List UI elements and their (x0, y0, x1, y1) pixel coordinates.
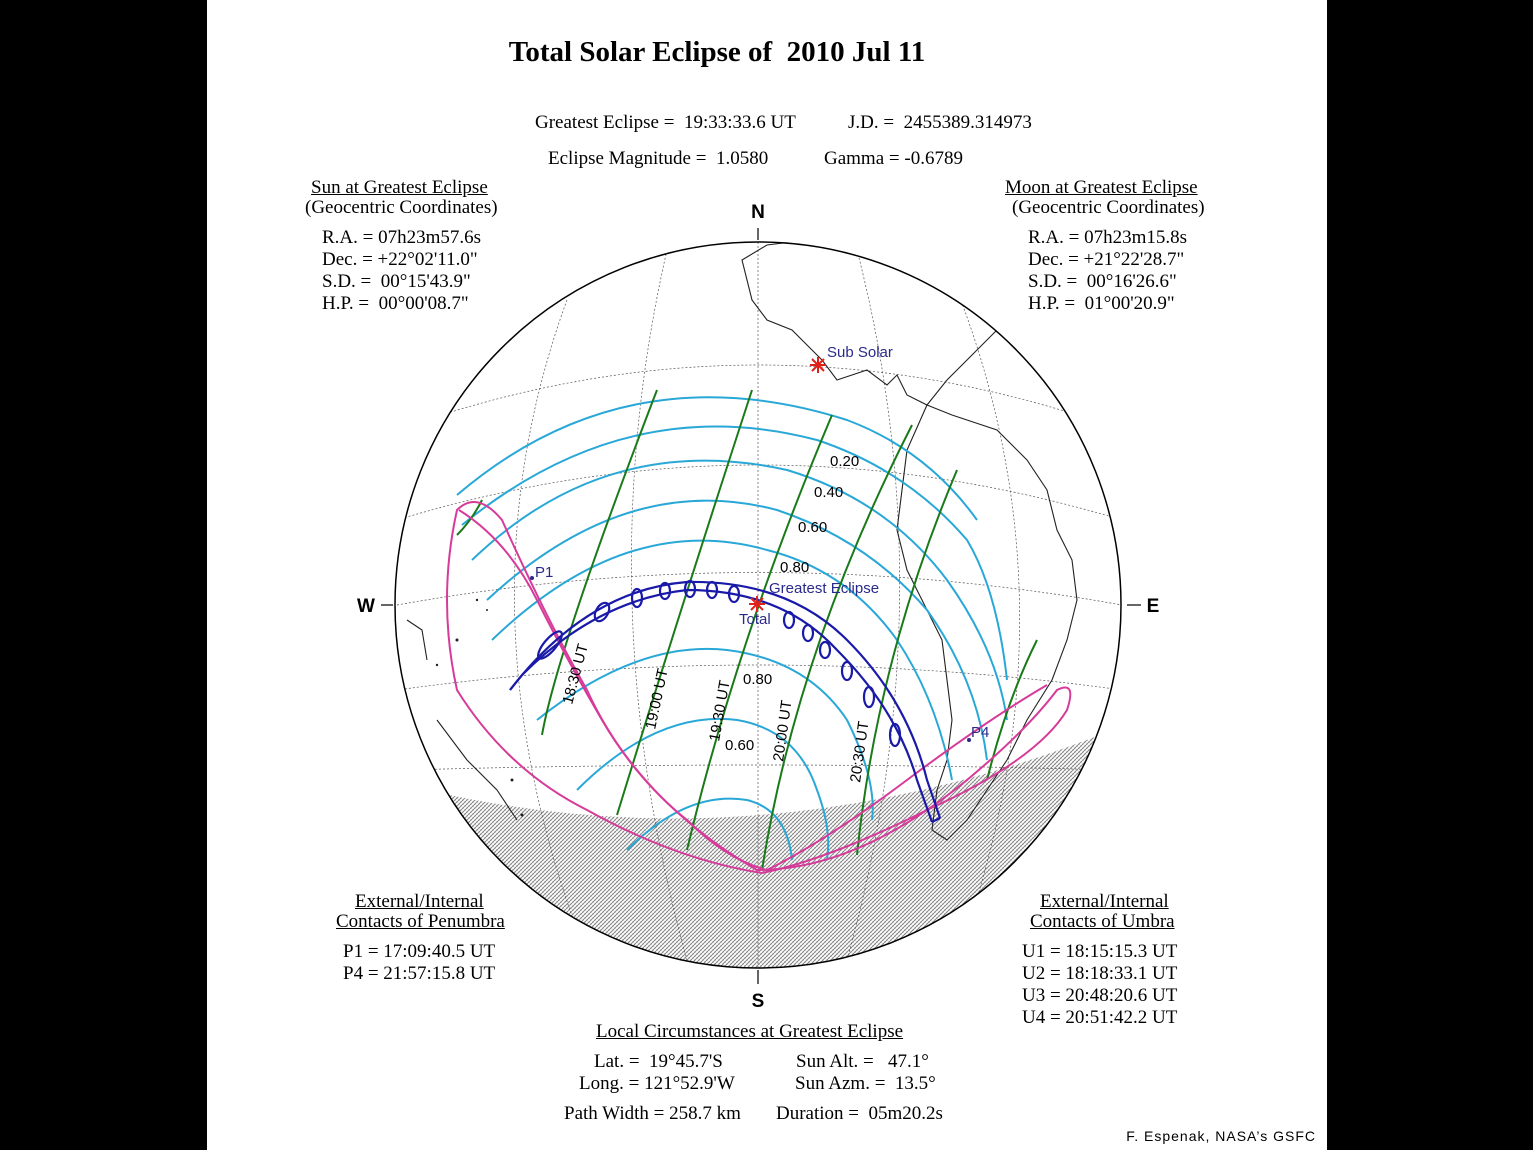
p1-label: P1 (535, 564, 554, 581)
greatest-eclipse-label: Greatest Eclipse (769, 580, 880, 597)
local-lat: Lat. = 19°45.7'S (594, 1051, 723, 1072)
compass-s: S (751, 991, 765, 1012)
local-heading: Local Circumstances at Greatest Eclipse (596, 1021, 904, 1042)
compass-w: W (357, 596, 375, 617)
time-label-1830: 18:30 UT (559, 642, 592, 707)
local-long: Long. = 121°52.9'W (579, 1073, 735, 1094)
mag-label-080: 0.80 (780, 559, 810, 576)
sub-solar-label: Sub Solar (827, 344, 893, 361)
umbra-u2: U2 = 18:18:33.1 UT (1022, 963, 1178, 984)
umbra-u4: U4 = 20:51:42.2 UT (1022, 1007, 1178, 1028)
penumbra-p1: P1 = 17:09:40.5 UT (343, 941, 496, 962)
moon-ra: R.A. = 07h23m15.8s (1028, 227, 1188, 248)
time-curve-1930 (687, 415, 832, 850)
p4-label: P4 (971, 724, 990, 741)
umbra-u3: U3 = 20:48:20.6 UT (1022, 985, 1178, 1006)
local-sun-azm: Sun Azm. = 13.5° (795, 1073, 936, 1094)
sub-solar-marker (810, 357, 826, 373)
total-label: Total (739, 611, 771, 628)
moon-sd: S.D. = 00°16'26.6" (1028, 271, 1177, 292)
credit-text: F. Espenak, NASA’s GSFC (1126, 1128, 1316, 1144)
julian-date: J.D. = 2455389.314973 (848, 112, 1032, 133)
time-label-2000: 20:00 UT (770, 699, 796, 763)
moon-dec: Dec. = +21°22'28.7" (1028, 249, 1185, 270)
local-path-width: Path Width = 258.7 km (564, 1103, 741, 1124)
time-labels (559, 642, 872, 784)
greatest-eclipse-marker (749, 596, 765, 612)
mag-label-020: 0.20 (830, 453, 860, 470)
umbra-heading-1: External/Internal (1040, 891, 1169, 912)
page-title: Total Solar Eclipse of 2010 Jul 11 (508, 36, 926, 68)
sun-dec: Dec. = +22°02'11.0" (322, 249, 478, 270)
mag-label-060: 0.60 (798, 519, 828, 536)
sun-ra: R.A. = 07h23m57.6s (322, 227, 482, 248)
greatest-eclipse-time: Greatest Eclipse = 19:33:33.6 UT (535, 112, 796, 133)
penumbra-heading-2: Contacts of Penumbra (336, 911, 505, 932)
time-label-1930: 19:30 UT (706, 678, 734, 743)
umbra-heading-2: Contacts of Umbra (1030, 911, 1175, 932)
mag-label-040: 0.40 (814, 484, 844, 501)
penumbra-p4: P4 = 21:57:15.8 UT (343, 963, 496, 984)
mag-label-lower-060: 0.60 (725, 737, 755, 754)
eclipse-panel (207, 0, 1327, 1150)
sun-hp: H.P. = 00°00'08.7" (322, 293, 469, 314)
moon-subheading: (Geocentric Coordinates) (1012, 197, 1205, 218)
gamma: Gamma = -0.6789 (824, 148, 963, 169)
eclipse-globe-map (207, 0, 1327, 1150)
penumbra-heading-1: External/Internal (355, 891, 484, 912)
mag-label-lower-080: 0.80 (743, 671, 773, 688)
compass-e: E (1146, 596, 1160, 617)
time-label-1900: 19:00 UT (642, 666, 672, 731)
compass-n: N (751, 202, 765, 223)
umbra-u1: U1 = 18:15:15.3 UT (1022, 941, 1178, 962)
sun-sd: S.D. = 00°15'43.9" (322, 271, 471, 292)
moon-heading: Moon at Greatest Eclipse (1005, 177, 1198, 198)
local-sun-alt: Sun Alt. = 47.1° (796, 1051, 929, 1072)
time-curve-1830 (542, 390, 657, 735)
time-curve-east (987, 640, 1037, 780)
sun-subheading: (Geocentric Coordinates) (305, 197, 498, 218)
sun-heading: Sun at Greatest Eclipse (311, 177, 488, 198)
local-duration: Duration = 05m20.2s (776, 1103, 943, 1124)
moon-hp: H.P. = 01°00'20.9" (1028, 293, 1175, 314)
time-label-2030: 20:30 UT (847, 720, 873, 784)
mag-curve-lower-080 (537, 649, 873, 820)
eclipse-magnitude: Eclipse Magnitude = 1.0580 (548, 148, 769, 169)
p1-point (530, 576, 534, 580)
